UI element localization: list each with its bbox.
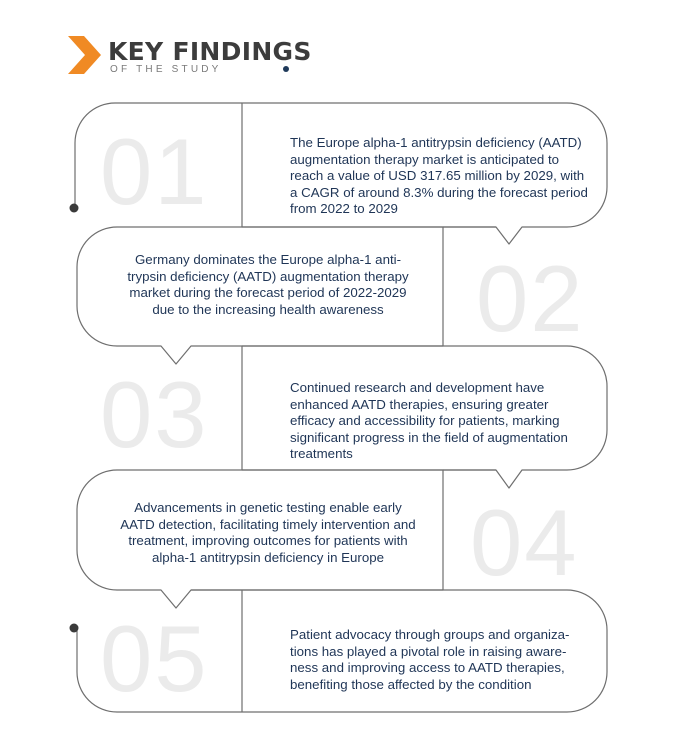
page-title: KEY FINDINGS [108, 37, 312, 66]
finding-2-text: Germany dominates the Europe alpha-1 anti-trypsin deficiency (AATD) augmentation therapy market during the forecast period of 2022-2029 due to the increasing health awareness [127, 252, 409, 317]
connector-dot-2 [70, 624, 79, 633]
page-subtitle: OF THE STUDY [110, 64, 222, 75]
connector-dot-1 [70, 204, 79, 213]
finding-5-text: Patient advocacy through groups and organiza-tions has played a pivotal role in raising aware-ness and improving access to AATD therapies, benefiting those affected by the condition [290, 627, 570, 692]
finding-4-text: Advancements in genetic testing enable early AATD detection, facilitating timely intervention and treatment, improving outcomes for patients with alpha-1 antitrypsin deficiency in Europe [120, 500, 416, 565]
finding-3-text: Continued research and development have enhanced AATD therapies, ensuring greater efficacy and accessibility for patients, marking significant progress in the field of augmentation treatments [290, 380, 568, 461]
finding-2-number: 02 [476, 246, 585, 351]
finding-3-number: 03 [100, 362, 209, 467]
finding-1-number: 01 [100, 119, 209, 224]
finding-1-text: The Europe alpha-1 antitrypsin deficiency (AATD) augmentation therapy market is anticipated to reach a value of USD 317.65 million by 2029, with a CAGR of around 8.3% during the forecast period from 2022 to 2029 [290, 135, 588, 216]
finding-4-number: 04 [470, 490, 579, 595]
finding-5-number: 05 [100, 606, 209, 711]
